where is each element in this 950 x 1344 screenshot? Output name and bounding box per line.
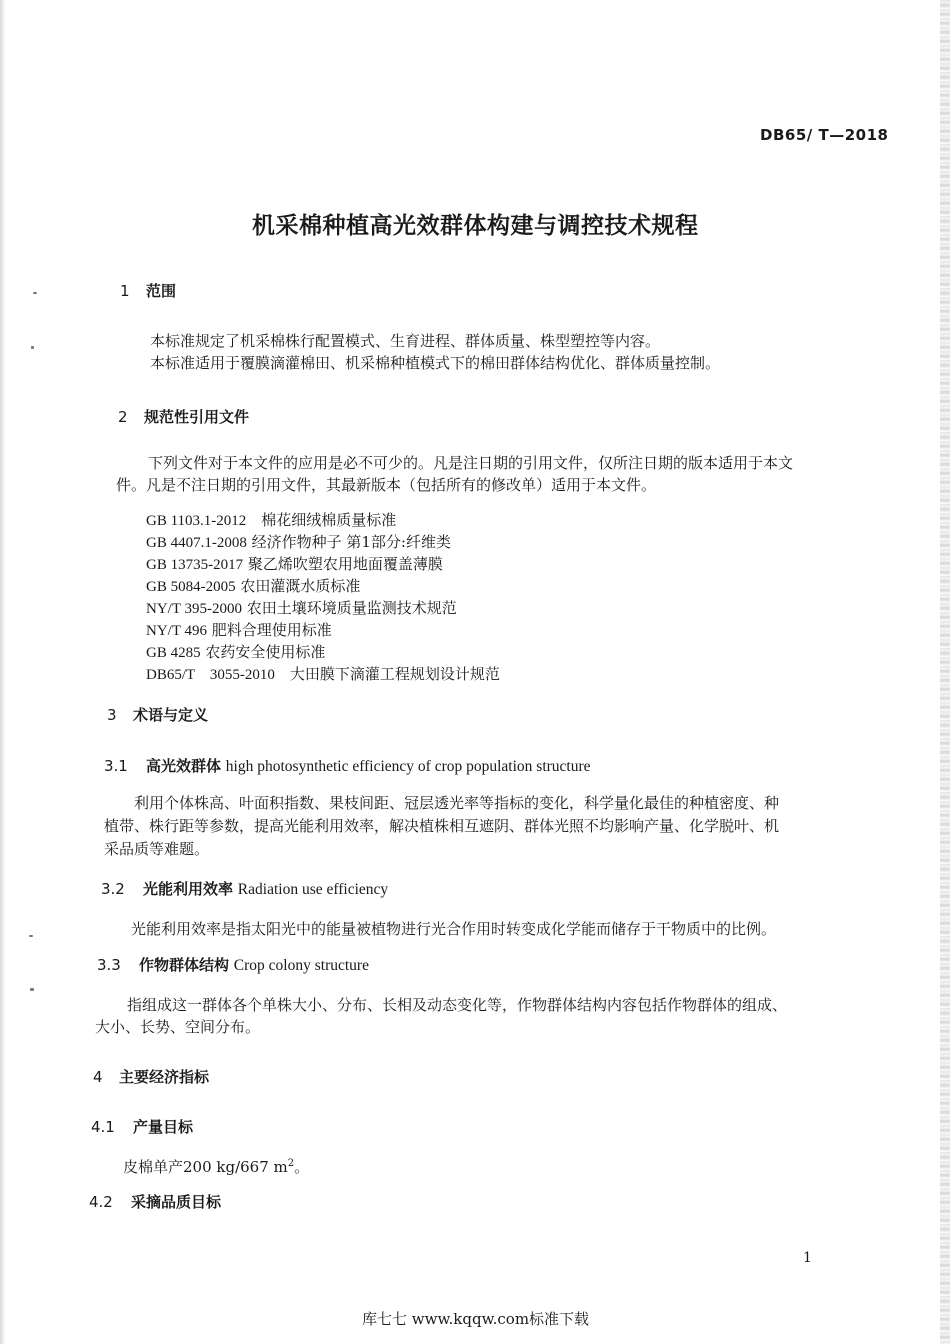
paragraph: 采品质等难题。 <box>104 840 210 858</box>
reference-item <box>146 619 332 640</box>
scan-speck <box>30 988 34 991</box>
reference-item <box>146 531 451 552</box>
scan-speck <box>29 935 33 937</box>
yield-text: 皮棉单产200 kg/667 m <box>123 1158 288 1176</box>
section-1-heading <box>120 280 176 301</box>
scan-edge-right <box>940 0 950 1344</box>
superscript: 2 <box>287 1158 295 1169</box>
term-zh: 光能利用效率 <box>143 880 234 898</box>
reference-code: GB 4407.1-2008 <box>146 535 247 551</box>
paragraph: 植带、株行距等参数，提高光能利用效率，解决植株相互遮阴、群体光照不均影响产量、化学脱叶、机 <box>104 817 780 835</box>
reference-title: 肥料合理使用标准 <box>211 621 332 639</box>
reference-title: 农田灌溉水质标准 <box>240 577 361 595</box>
term-zh: 高光效群体 <box>146 757 222 775</box>
section-4-heading <box>93 1066 209 1087</box>
term-3-3-heading <box>97 954 369 975</box>
paragraph: 利用个体株高、叶面积指数、果枝间距、冠层透光率等指标的变化，科学量化最佳的种植密度、种 <box>134 794 780 812</box>
reference-title: 经济作物种子 第1部分:纤维类 <box>251 533 451 551</box>
subsection-title: 采摘品质目标 <box>131 1193 222 1211</box>
term-number: 3.3 <box>97 956 121 974</box>
reference-code: GB 13735-2017 <box>146 557 244 573</box>
yield-text-suffix: 。 <box>294 1158 310 1176</box>
section-3-heading <box>107 704 208 725</box>
scan-speck <box>31 346 34 349</box>
section-title: 术语与定义 <box>133 706 209 724</box>
section-number: 1 <box>120 282 130 300</box>
section-number: 3 <box>107 706 117 724</box>
paragraph: 本标准适用于覆膜滴灌棉田、机采棉种植模式下的棉田群体结构优化、群体质量控制。 <box>150 354 721 372</box>
term-en: high photosynthetic efficiency of crop population structure <box>225 758 591 775</box>
footer-watermark: 库七七 www.kqqw.com标准下载 <box>362 1310 590 1328</box>
subsection-4-2-heading <box>89 1191 221 1212</box>
reference-code: DB65/T 3055-2010 <box>146 667 275 683</box>
paragraph: 下列文件对于本文件的应用是必不可少的。凡是注日期的引用文件，仅所注日期的版本适用于本文 <box>148 454 794 472</box>
section-2-heading <box>118 406 249 427</box>
subsection-number: 4.2 <box>89 1193 113 1211</box>
reference-code: NY/T 496 <box>146 623 207 639</box>
reference-item <box>146 597 457 618</box>
paragraph: 指组成这一群体各个单株大小、分布、长相及动态变化等，作物群体结构内容包括作物群体的组成、 <box>127 996 788 1014</box>
reference-title: 大田膜下滴灌工程规划设计规范 <box>289 665 500 683</box>
reference-item <box>146 553 443 574</box>
scan-edge-left <box>0 0 6 1344</box>
section-title: 主要经济指标 <box>119 1068 210 1086</box>
reference-title: 聚乙烯吹塑农用地面覆盖薄膜 <box>247 555 443 573</box>
paragraph: 大小、长势、空间分布。 <box>95 1018 261 1036</box>
reference-code: NY/T 395-2000 <box>146 601 242 617</box>
term-en: Crop colony structure <box>233 957 369 974</box>
section-number: 4 <box>93 1068 103 1086</box>
term-3-1-heading <box>104 755 591 776</box>
subsection-title: 产量目标 <box>133 1118 194 1136</box>
paragraph: 光能利用效率是指太阳光中的能量被植物进行光合作用时转变成化学能而储存于干物质中的比例。 <box>131 920 777 938</box>
section-title: 范围 <box>146 282 177 300</box>
reference-item <box>146 575 360 596</box>
paragraph: 件。凡是不注日期的引用文件，其最新版本（包括所有的修改单）适用于本文件。 <box>116 476 657 494</box>
reference-title: 农田土壤环境质量监测技术规范 <box>246 599 457 617</box>
section-number: 2 <box>118 408 128 426</box>
reference-code: GB 1103.1-2012 <box>146 513 247 529</box>
subsection-4-1-heading <box>91 1116 193 1137</box>
term-en: Radiation use efficiency <box>237 881 389 898</box>
term-number: 3.1 <box>104 757 128 775</box>
reference-code: GB 4285 <box>146 645 201 661</box>
yield-target-text <box>123 1153 309 1178</box>
reference-item <box>146 509 396 530</box>
section-title: 规范性引用文件 <box>144 408 250 426</box>
scan-speck <box>33 292 37 294</box>
term-zh: 作物群体结构 <box>139 956 230 974</box>
standard-code: DB65/ T—2018 <box>760 126 889 144</box>
term-number: 3.2 <box>101 880 125 898</box>
reference-item <box>146 641 325 662</box>
reference-title: 农药安全使用标准 <box>205 643 326 661</box>
term-3-2-heading <box>101 878 388 899</box>
reference-item <box>146 663 500 684</box>
subsection-number: 4.1 <box>91 1118 115 1136</box>
reference-code: GB 5084-2005 <box>146 579 236 595</box>
reference-title: 棉花细绒棉质量标准 <box>261 511 397 529</box>
page-number: 1 <box>803 1250 812 1266</box>
document-title: 机采棉种植高光效群体构建与调控技术规程 <box>252 213 699 239</box>
paragraph: 本标准规定了机采棉株行配置模式、生育进程、群体质量、株型塑控等内容。 <box>150 332 661 350</box>
